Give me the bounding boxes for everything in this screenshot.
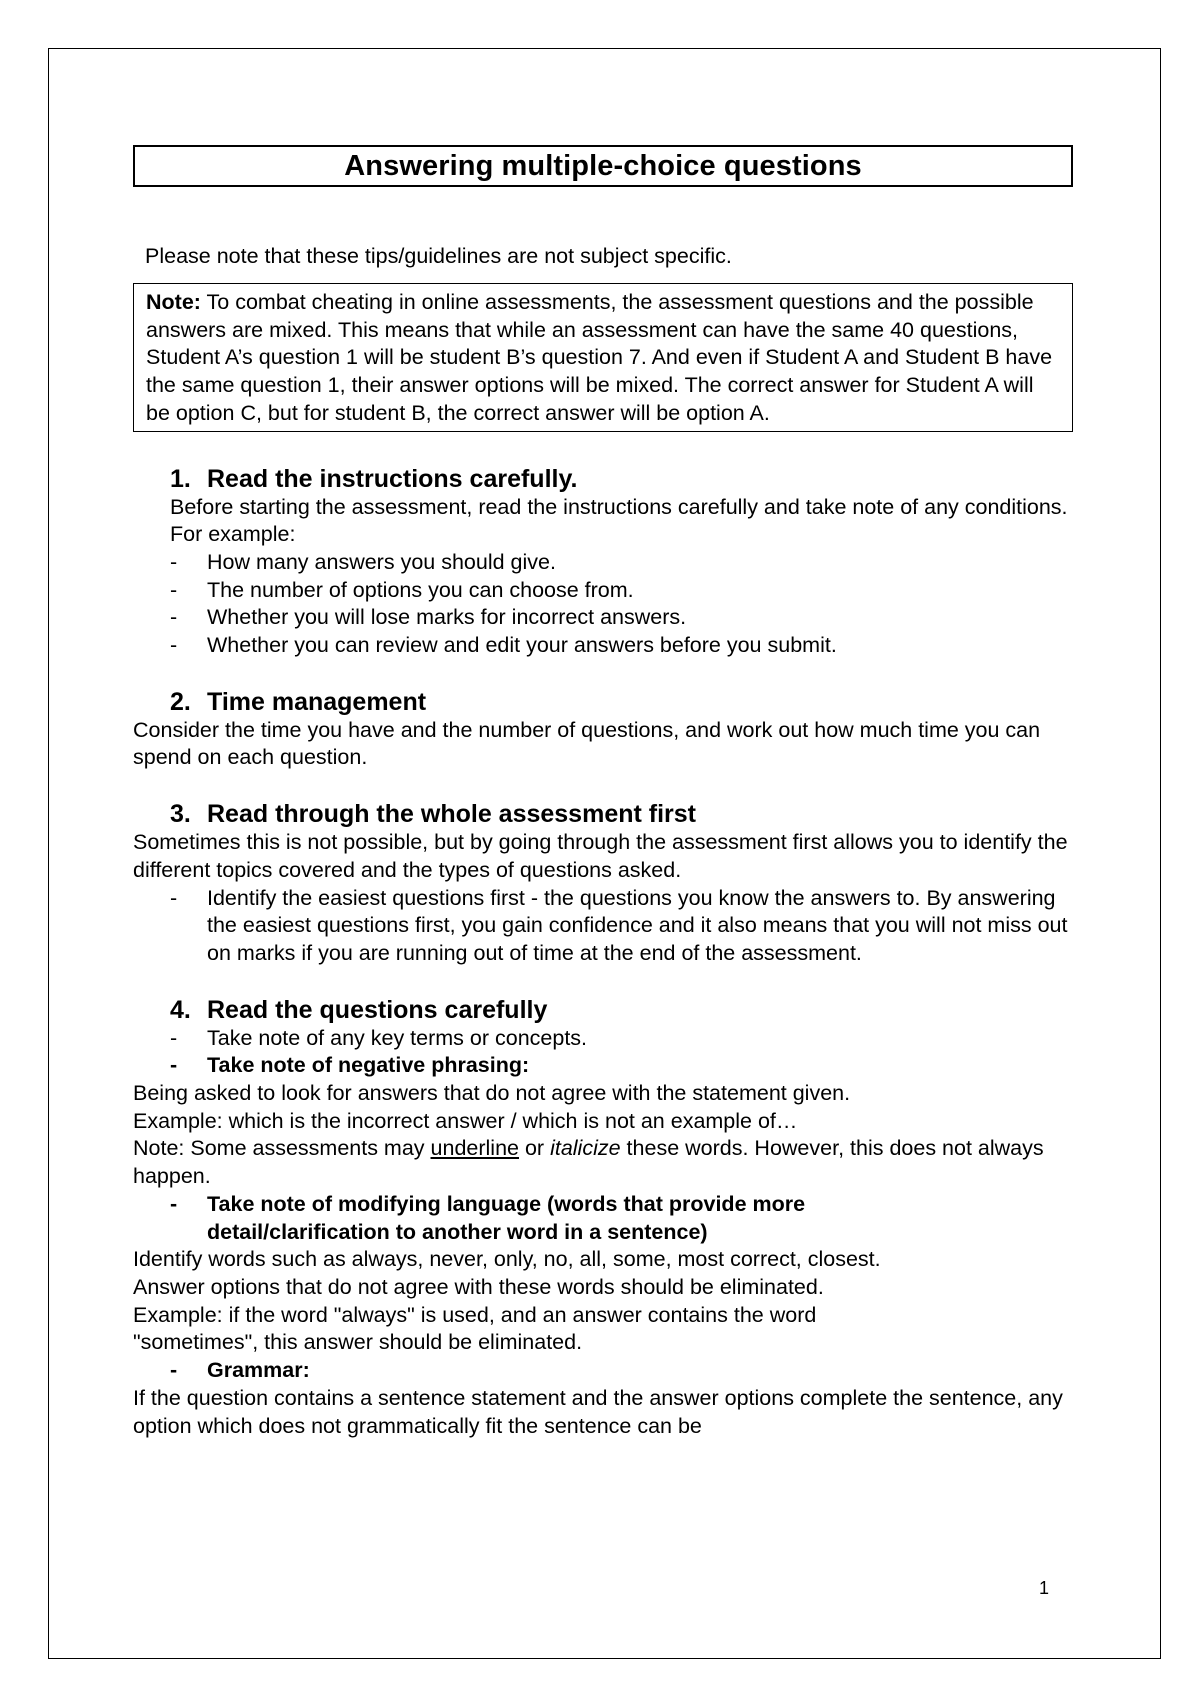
- list-item: [133, 1052, 1073, 1080]
- italic-example: italicize: [550, 1136, 621, 1161]
- note-box: [133, 283, 1073, 432]
- list-item-text: How many answers you should give.: [207, 549, 556, 574]
- bullet-dash: -: [170, 633, 178, 658]
- list-item-text: Take note of any key terms or concepts.: [207, 1025, 588, 1050]
- section-title: Read the instructions carefully.: [207, 464, 578, 493]
- list-item-label: Grammar:: [207, 1358, 310, 1383]
- bullet-dash: -: [170, 1053, 178, 1078]
- bullet-dash: -: [170, 577, 178, 602]
- section-heading: [133, 995, 1073, 1025]
- note-text: To combat cheating in online assessments, the assessment questions and the possible answers are mixed. This means that while an assessment can have the same 40 questions, Student A’s question 1 will be student B’s question 7. And even if Student A and Student B have the same question 1, their answer options will be mixed. The correct answer for Student A will be option C, but for student B, the correct answer will be option A.: [146, 290, 1053, 425]
- list-item: [170, 604, 1073, 632]
- section-title: Time management: [207, 687, 427, 716]
- modifying-line-2: Answer options that do not agree with these words should be eliminated.: [133, 1274, 824, 1299]
- list-item: [133, 885, 1073, 968]
- section-heading: [133, 799, 1073, 829]
- section-number: 3.: [170, 800, 191, 829]
- section-title: Read through the whole assessment first: [207, 800, 696, 829]
- section-heading: [170, 464, 1073, 494]
- bullet-dash: -: [170, 1191, 178, 1216]
- bullet-dash: -: [170, 1025, 178, 1050]
- section-4: [133, 995, 1073, 1441]
- bullet-dash: -: [170, 885, 178, 910]
- list-item: [170, 549, 1073, 577]
- list-item-text: Whether you will lose marks for incorrect answers.: [207, 605, 687, 630]
- list-item: [170, 577, 1073, 605]
- section-body: Sometimes this is not possible, but by going through the assessment first allows you to identify the different topics covered and the types of questions asked.: [133, 830, 1068, 882]
- modifying-line-3: Example: if the word "always" is used, and an answer contains the word "sometimes", this answer should be eliminated.: [133, 1302, 817, 1355]
- list-item: [133, 1025, 1073, 1053]
- document-content: [133, 145, 1073, 1440]
- negative-line-2: Example: which is the incorrect answer / which is not an example of…: [133, 1108, 798, 1133]
- list-item-text: The number of options you can choose from.: [207, 577, 634, 602]
- list-item: [133, 1357, 1073, 1385]
- bullet-dash: -: [170, 1358, 178, 1383]
- section-title: Read the questions carefully: [207, 995, 548, 1024]
- list-item: [170, 632, 1073, 660]
- list-item-text: Whether you can review and edit your answers before you submit.: [207, 633, 837, 658]
- negative-note-a: Note: Some assessments may: [133, 1136, 431, 1161]
- list-item-label: Take note of modifying language (words that provide more detail/clarification to another word in a sentence): [207, 1191, 806, 1244]
- section-body: Before starting the assessment, read the instructions carefully and take note of any conditions. For example:: [170, 494, 1068, 547]
- section-number: 4.: [170, 995, 191, 1024]
- negative-note-c: these words. However, this does not always happen.: [133, 1136, 1044, 1189]
- list-item-label: Take note of negative phrasing:: [207, 1053, 530, 1078]
- document-title: Answering multiple-choice questions: [344, 149, 862, 182]
- section-2: [133, 687, 1073, 772]
- underline-example: underline: [430, 1136, 519, 1161]
- negative-line-1: Being asked to look for answers that do not agree with the statement given.: [133, 1081, 851, 1106]
- negative-line-3: [133, 1135, 1073, 1190]
- grammar-line-1: If the question contains a sentence statement and the answer options complete the sentence, any option which does not grammatically fit the sentence can be: [133, 1385, 1063, 1438]
- section-3: [133, 799, 1073, 968]
- intro-text: Please note that these tips/guidelines are not subject specific.: [145, 244, 732, 268]
- modifying-line-1: Identify words such as always, never, only, no, all, some, most correct, closest.: [133, 1247, 881, 1272]
- page-number: 1: [1039, 1578, 1050, 1598]
- section-heading: [133, 687, 1073, 717]
- title-box: [133, 145, 1073, 187]
- note-label: Note:: [146, 290, 201, 314]
- bullet-dash: -: [170, 549, 178, 574]
- section-1: [122, 464, 1073, 660]
- list-item-text: Identify the easiest questions first - the questions you know the answers to. By answering the easiest questions first, you gain confidence and it also means that you will not miss out on marks if you are running out of time at the end of the assessment.: [207, 885, 1068, 965]
- bullet-dash: -: [170, 605, 178, 630]
- section-number: 1.: [170, 464, 191, 493]
- section-body: Consider the time you have and the number of questions, and work out how much time you can spend on each question.: [133, 717, 1041, 770]
- list-item: [133, 1191, 930, 1246]
- section-number: 2.: [170, 687, 191, 716]
- negative-note-b: or: [519, 1136, 551, 1161]
